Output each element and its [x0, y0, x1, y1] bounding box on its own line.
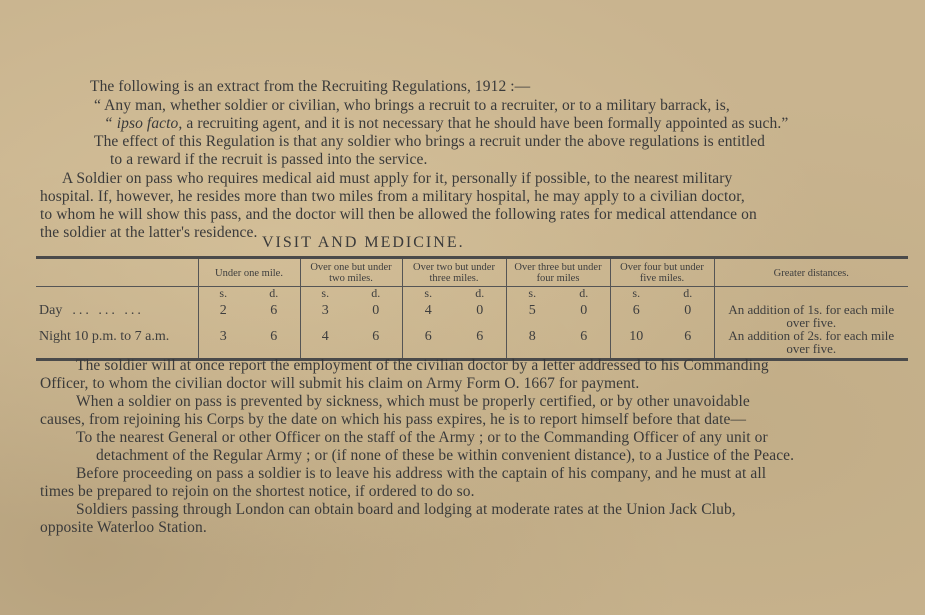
cell-day-greater: An addition of 1s. for each mile over five.: [714, 303, 908, 329]
sick-line-2: causes, from rejoining his Corps by the date on which his pass expires, he is to report himself before that date—: [40, 411, 747, 428]
cell-day-c5-d: 0: [684, 303, 692, 318]
header-blank: [36, 258, 198, 287]
cell-night-c5-d: 6: [684, 329, 692, 344]
report-line-1: The soldier will at once report the employment of the civilian doctor by a letter addressed to his Commanding: [76, 357, 769, 374]
table-row-night: [36, 329, 908, 360]
header-one-to-two-miles: Over one but under two miles.: [300, 258, 402, 287]
medical-line-4: the soldier at the latter's residence.: [40, 224, 258, 241]
cell-night-c2-s: 4: [300, 329, 350, 360]
unit-d: d.: [371, 286, 381, 300]
cell-night-c1-d: 6: [270, 329, 278, 344]
table-title: VISIT AND MEDICINE.: [262, 234, 465, 251]
medical-line-3: to whom he will show this pass, and the doctor will then be allowed the following rates for medical attendance on: [40, 206, 757, 223]
cell-night-c4-d: 6: [580, 329, 588, 344]
header-two-to-three-miles: Over two but under three miles.: [402, 258, 506, 287]
london-line-2: opposite Waterloo Station.: [40, 519, 207, 536]
cell-night-c1-s: 3: [198, 329, 248, 360]
sick-line-1: When a soldier on pass is prevented by sickness, which must be properly certified, or by other unavoidable: [76, 393, 750, 410]
cell-night-c3-d: 6: [476, 329, 484, 344]
unit-d: d.: [475, 286, 485, 300]
unit-blank: [36, 287, 198, 304]
header-under-one-mile: Under one mile.: [198, 258, 300, 287]
cell-night-c5-s: 10: [610, 329, 662, 360]
intro-line: The following is an extract from the Recruiting Regulations, 1912 :—: [90, 78, 531, 95]
cell-night-greater: An addition of 2s. for each mile over five.: [714, 329, 908, 360]
cell-day-c5-s: 6: [610, 303, 662, 329]
ipso-facto-text: “ ipso facto,: [104, 115, 183, 132]
unit-row: [36, 287, 908, 304]
unit-s: s.: [300, 287, 350, 304]
before-line-1: Before proceeding on pass a soldier is to leave his address with the captain of his company, and he must at all: [76, 465, 767, 482]
cell-day-c3-d: 0: [476, 303, 484, 318]
quote-line-2: [104, 115, 788, 133]
unit-s: s.: [506, 287, 558, 304]
cell-day-c1-d: 6: [270, 303, 278, 318]
unit-d: d.: [683, 286, 693, 300]
effect-line-2: to a reward if the recruit is passed into the service.: [110, 151, 428, 168]
table-row-day: [36, 303, 908, 329]
quote-line-2-rest: a recruiting agent, and it is not necessary that he should have been formally appointed as such.”: [182, 115, 789, 132]
unit-blank-greater: [714, 287, 908, 304]
cell-day-c3-s: 4: [402, 303, 454, 329]
rates-table: [36, 256, 908, 361]
cell-day-c1-s: 2: [198, 303, 248, 329]
effect-line-1: The effect of this Regulation is that any soldier who brings a recruit under the above regulations is entitled: [94, 133, 766, 150]
unit-d: d.: [579, 286, 589, 300]
header-greater-distances: Greater distances.: [714, 258, 908, 287]
london-line-1: Soldiers passing through London can obtain board and lodging at moderate rates at the Union Jack Club,: [76, 501, 736, 518]
unit-d: d.: [269, 286, 279, 300]
before-line-2: times be prepared to rejoin on the shortest notice, if ordered to do so.: [40, 483, 475, 500]
quote-line-1: “ Any man, whether soldier or civilian, who brings a recruit to a recruiter, or to a military barrack, is,: [94, 97, 730, 114]
cell-night-c3-s: 6: [402, 329, 454, 360]
unit-s: s.: [610, 287, 662, 304]
cell-day-c2-d: 0: [372, 303, 380, 318]
row-label-text: Day: [39, 303, 63, 318]
medical-line-1: A Soldier on pass who requires medical aid must apply for it, personally if possible, to the nearest military: [62, 170, 733, 187]
report-line-2: Officer, to whom the civilian doctor will submit his claim on Army Form O. 1667 for payment.: [40, 375, 640, 392]
cell-day-c4-d: 0: [580, 303, 588, 318]
cell-night-c2-d: 6: [372, 329, 380, 344]
cell-night-c4-s: 8: [506, 329, 558, 360]
medical-line-2: hospital. If, however, he resides more than two miles from a military hospital, he may apply to a civilian doctor,: [40, 188, 745, 205]
cell-day-c2-s: 3: [300, 303, 350, 329]
row-label-dots: ... ... ...: [72, 303, 144, 318]
header-three-to-four-miles: Over three but under four miles: [506, 258, 610, 287]
nearest-line-1: To the nearest General or other Officer on the staff of the Army ; or to the Commanding Officer of any unit or: [76, 429, 768, 446]
header-four-to-five-miles: Over four but under five miles.: [610, 258, 714, 287]
cell-day-c4-s: 5: [506, 303, 558, 329]
row-label-day: [36, 303, 198, 329]
unit-s: s.: [198, 287, 248, 304]
unit-s: s.: [402, 287, 454, 304]
row-label-night: Night 10 p.m. to 7 a.m.: [39, 329, 170, 344]
nearest-line-2: detachment of the Regular Army ; or (if none of these be within convenient distance), to a Justice of the Peace.: [96, 447, 795, 464]
table-header-row: [36, 258, 908, 287]
